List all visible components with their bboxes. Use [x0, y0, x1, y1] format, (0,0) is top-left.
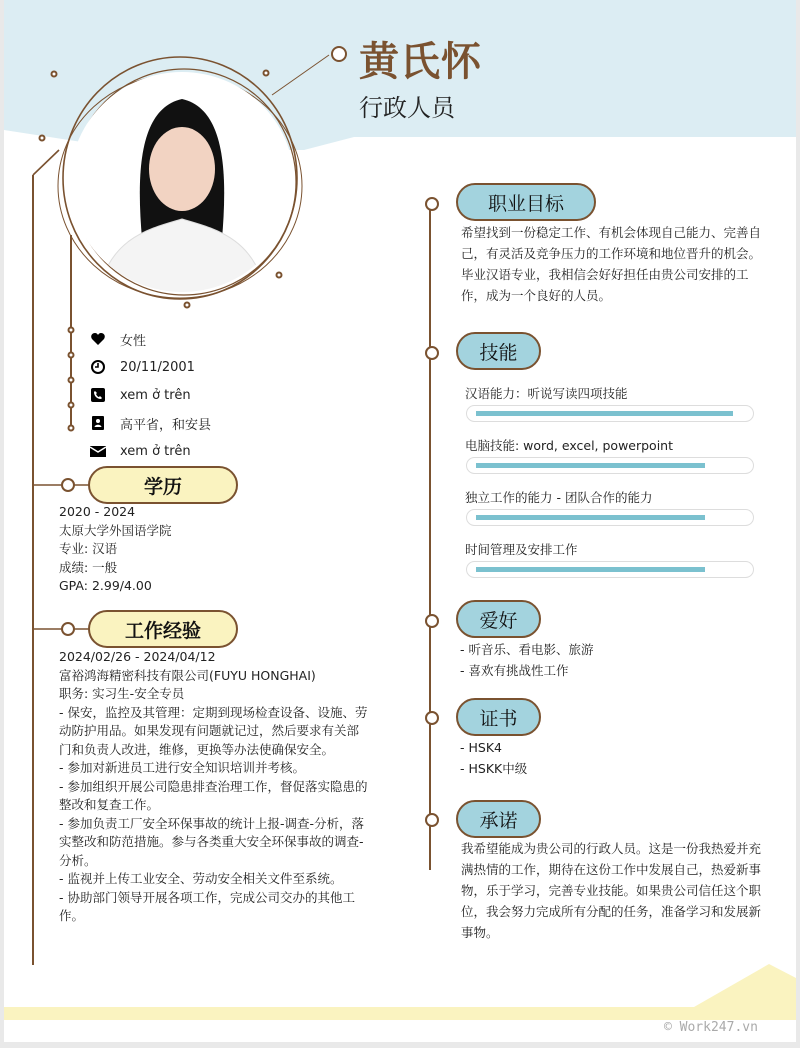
certificate-item: - HSK4: [460, 740, 502, 755]
contact-text: xem ở trên: [120, 443, 191, 459]
experience-line: - 监视并上传工业安全、劳动安全相关文件至系统。: [59, 871, 343, 886]
hobby-item: - 听音乐、看电影、旅游: [460, 642, 594, 657]
contact-email: [90, 441, 191, 461]
experience-line: 2024/02/26 - 2024/04/12: [59, 649, 216, 664]
education-line: 2020 - 2024: [59, 504, 136, 519]
commitment-text: 我希望能成为贵公司的行政人员。这是一份我热爱并充满热情的工作，期待在这份工作中发展自己，热爱新事物，乐于学习，完善专业技能。如果贵公司信任这个职位，我会努力完成所有分配的任务，准备学习和发展新事物。: [461, 841, 762, 940]
section-hobbies-heading: 爱好: [456, 600, 541, 638]
objective-text: 希望找到一份稳定工作、有机会体现自己能力、完善自己，有灵活及竞争压力的工作环境和地位晋升的机会。毕业汉语专业，我相信会好好担任由贵公司安排的工作，成为一个良好的人员。: [461, 225, 762, 303]
experience-line: - 参加负责工厂安全环保事故的统计上报-调查-分析，落实整改和防范措施。参与各类重大安全环保事故的调查-分析。: [59, 815, 365, 868]
phone-icon: [90, 387, 106, 403]
skill-label: 独立工作的能力 - 团队合作的能力: [465, 490, 653, 505]
section-objective-heading: 职业目标: [456, 183, 596, 221]
experience-line: - 协助部门领导开展各项工作，完成公司交办的其他工作。: [59, 889, 355, 923]
certificate-item: - HSKK中级: [460, 761, 528, 776]
contact-text: 20/11/2001: [120, 359, 195, 375]
contact-birthdate: [90, 357, 195, 377]
education-line: 专业: 汉语: [59, 541, 118, 556]
contact-text: 高平省，和安县: [120, 417, 212, 433]
hobbies-content: [460, 639, 593, 681]
section-skills-heading: 技能: [456, 332, 541, 370]
education-line: 太原大学外国语学院: [59, 522, 172, 538]
experience-line: - 参加对新进员工进行安全知识培训并考核。: [59, 760, 305, 775]
skill-bar-fill: [476, 463, 705, 468]
experience-line: - 保安，监控及其管理：定期到现场检查设备、设施、劳动防护用品。如果发现有问题就记过，然后要求有关部门和负责人改进，维修，更换等办法使确保安全。: [59, 704, 368, 757]
experience-line: - 参加组织开展公司隐患排查治理工作，督促落实隐患的整改和复查工作。: [59, 778, 368, 812]
education-line: GPA: 2.99/4.00: [59, 578, 152, 593]
envelope-icon: [90, 443, 106, 459]
section-certificates-heading: 证书: [456, 698, 541, 736]
contact-text: xem ở trên: [120, 387, 191, 403]
skill-bar: [466, 457, 754, 474]
candidate-name: 黄氏怀: [359, 39, 482, 85]
experience-content: [59, 648, 369, 926]
experience-line: 职务: 实习生-安全专员: [59, 686, 185, 701]
contact-text: 女性: [120, 333, 147, 349]
skill-label: 电脑技能: word, excel, powerpoint: [465, 438, 674, 453]
clock-icon: [90, 359, 106, 375]
certificates-content: [460, 737, 527, 779]
profile-photo: [67, 69, 297, 295]
education-content: [59, 503, 369, 596]
contact-phone: [90, 385, 191, 405]
resume-page: [4, 0, 796, 1042]
job-title: 行政人员: [359, 94, 455, 122]
contact-gender: [90, 329, 146, 349]
hobby-item: - 喜欢有挑战性工作: [460, 663, 569, 678]
skill-bar: [466, 561, 754, 578]
experience-line: 富裕鸿海精密科技有限公司(FUYU HONGHAI): [59, 667, 316, 683]
skill-bar-fill: [476, 567, 705, 572]
skill-bar-fill: [476, 515, 705, 520]
address-book-icon: [90, 415, 106, 431]
watermark: © Work247.vn: [664, 1020, 758, 1035]
skill-bar: [466, 509, 754, 526]
section-experience-heading: 工作经验: [88, 610, 238, 648]
heart-icon: [90, 331, 106, 347]
skill-label: 时间管理及安排工作: [465, 542, 578, 557]
skill-label: 汉语能力：听说写读四项技能: [465, 386, 628, 401]
contact-address: [90, 413, 211, 433]
skill-bar: [466, 405, 754, 422]
skill-bar-fill: [476, 411, 733, 416]
education-line: 成绩: 一般: [59, 559, 118, 575]
section-commitment-heading: 承诺: [456, 800, 541, 838]
section-education-heading: 学历: [88, 466, 238, 504]
